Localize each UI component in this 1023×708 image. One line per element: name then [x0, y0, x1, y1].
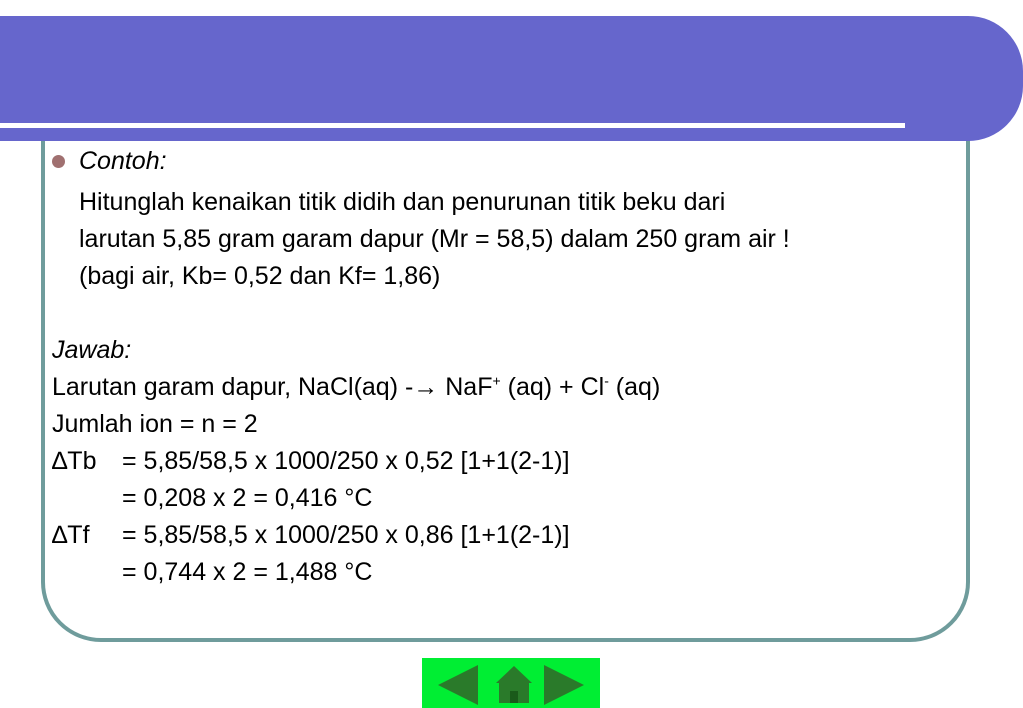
tb-row	[52, 443, 982, 480]
reaction-middle: (aq) + Cl	[500, 373, 605, 401]
tf-label: ∆Tf	[52, 521, 90, 549]
reaction-suffix: (aq)	[608, 373, 661, 401]
tb-row-result	[52, 480, 982, 517]
header-divider	[0, 123, 905, 128]
navigation-bar	[422, 658, 600, 708]
bullet-dot-icon	[52, 155, 65, 168]
reaction-prefix: Larutan garam dapur, NaCl(aq) -	[52, 373, 414, 401]
problem-line: larutan 5,85 gram garam dapur (Mr = 58,5) dalam 250 gram air !	[79, 225, 790, 253]
slide-content	[52, 143, 982, 591]
spacer	[52, 295, 982, 332]
example-bullet	[52, 143, 982, 180]
previous-arrow-icon[interactable]	[438, 665, 478, 705]
problem-line: (bagi air, Kb= 0,52 dan Kf= 1,86)	[79, 262, 441, 290]
charge-minus: -	[604, 372, 609, 389]
problem-text	[52, 184, 982, 295]
tf-row	[52, 517, 982, 554]
tb-label: ∆Tb	[52, 447, 97, 475]
reaction-arrow: →	[413, 373, 439, 401]
reaction-line	[52, 369, 982, 406]
tf-equation: = 5,85/58,5 x 1000/250 x 0,86 [1+1(2-1)]	[122, 521, 570, 549]
home-icon[interactable]	[496, 666, 532, 703]
example-label: Contoh:	[79, 147, 167, 175]
tb-result: = 0,208 x 2 = 0,416 °C	[122, 484, 373, 512]
reaction-product: NaF	[438, 373, 493, 401]
tf-row-result	[52, 554, 982, 591]
answer-label: Jawab:	[52, 336, 132, 364]
problem-line: Hitunglah kenaikan titik didih dan penurunan titik beku dari	[79, 188, 726, 216]
tb-equation: = 5,85/58,5 x 1000/250 x 0,52 [1+1(2-1)]	[122, 447, 570, 475]
charge-plus: +	[492, 372, 501, 389]
next-arrow-icon[interactable]	[544, 665, 584, 705]
tf-result: = 0,744 x 2 = 1,488 °C	[122, 558, 373, 586]
ion-count-line: Jumlah ion = n = 2	[52, 410, 258, 438]
